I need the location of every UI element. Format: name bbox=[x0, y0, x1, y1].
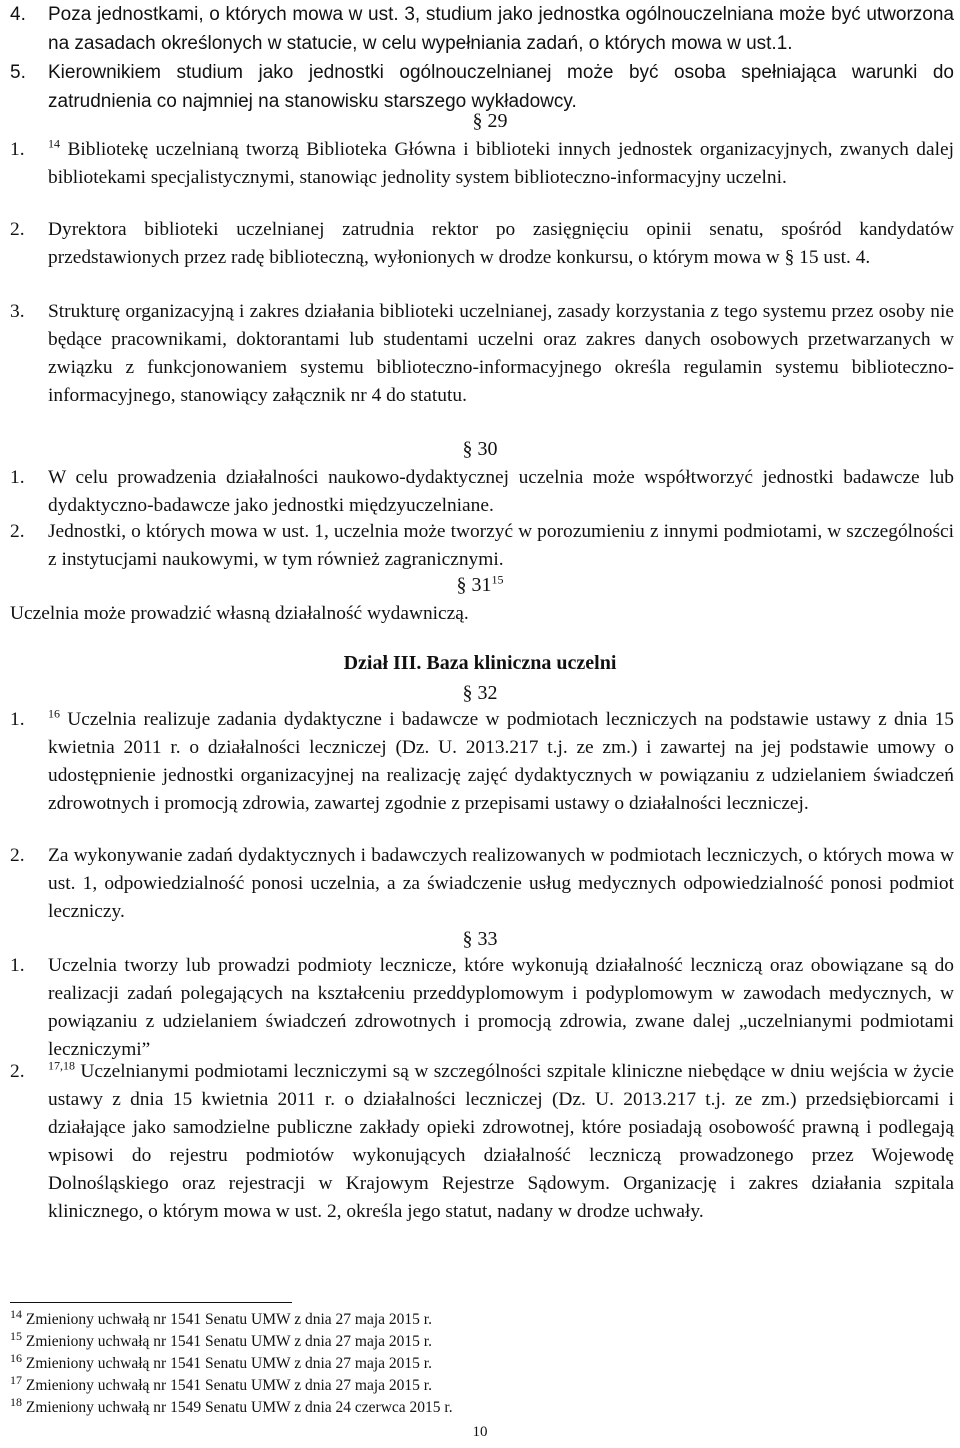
footnote: $^{14}$ Zmieniony uchwałą nr 1541 Senatu UMW z dnia 27 maja 2015 r. bbox=[10, 1306, 432, 1328]
footnote-ref: 17,18 bbox=[48, 1058, 75, 1073]
section-heading-29: § 29 bbox=[472, 110, 508, 132]
paragraph-item bbox=[10, 464, 954, 520]
item-text: Poza jednostkami, o których mowa w ust. 3, studium jako jednostka ogólnouczelniana może być utworzona na zasadach określonych w statucie, w celu wypełniania zadań, o których mowa w ust.1. bbox=[48, 4, 954, 54]
footnote-ref: 15 bbox=[491, 572, 504, 587]
item-number: 5. bbox=[10, 62, 26, 83]
section-heading-30: § 30 bbox=[462, 438, 498, 460]
footnote-ref: 16 bbox=[48, 706, 60, 721]
paragraph-item bbox=[10, 136, 954, 192]
item-text: $^{17,18}$ Uczelnianymi podmiotami leczniczymi są w szczególności szpitale kliniczne niebędące w dniu wejścia w życie ustawy z dnia 15 kwietnia 2011 r. o działalności leczniczej (Dz. U. 2013.217 t.j. ze zm.) przedsiębiorcami i działające jako samodzielne publiczne zakłady opieki zdrowotnej, które posiadają osobowość prawną i podlegają wpisowi do rejestru podmiotów wykonujących działalność leczniczą prowadzonego przez Wojewodę Dolnośląskiego oraz rejestracji w Krajowym Rejestrze Sądowym. Organizację i zakres działania szpitala klinicznego, o którym mowa w ust. 2, określa jego statut, nadany w drodze uchwały. bbox=[48, 1058, 954, 1222]
paragraph-item bbox=[10, 0, 954, 58]
item-number: 2. bbox=[10, 521, 25, 542]
item-number: 2. bbox=[10, 219, 25, 240]
footnote: $^{16}$ Zmieniony uchwałą nr 1541 Senatu UMW z dnia 27 maja 2015 r. bbox=[10, 1350, 432, 1372]
footnote: $^{17}$ Zmieniony uchwałą nr 1541 Senatu UMW z dnia 27 maja 2015 r. bbox=[10, 1372, 432, 1394]
section-heading-31: § $31^{15}$ bbox=[456, 572, 504, 596]
paragraph-item bbox=[10, 298, 954, 410]
item-text: Jednostki, o których mowa w ust. 1, uczelnia może tworzyć w porozumieniu z innymi podmiotami, w szczególności z instytucjami naukowymi, w tym również zagranicznymi. bbox=[48, 521, 954, 570]
item-number: 4. bbox=[10, 4, 26, 25]
footnote-ref: 14 bbox=[48, 136, 60, 151]
item-text: $^{14}$ Bibliotekę uczelnianą tworzą Biblioteka Główna i biblioteki innych jednostek organizacyjnych, zwanych dalej bibliotekami specjalistycznymi, stanowiąc jednolity system biblioteczno-informacyjny uczelni. bbox=[48, 136, 954, 188]
paragraph-item bbox=[10, 842, 954, 926]
paragraph-item bbox=[10, 952, 954, 1064]
section-heading-33: § 33 bbox=[462, 928, 498, 950]
footnote-separator bbox=[10, 1302, 292, 1303]
item-text: Za wykonywanie zadań dydaktycznych i badawczych realizowanych w podmiotach leczniczych, o których mowa w ust. 1, odpowiedzialność ponosi uczelnia, a za świadczenie usług medycznych odpowiedzialność ponosi podmiot leczniczy. bbox=[48, 845, 954, 922]
paragraph-item bbox=[10, 518, 954, 574]
item-text: Dyrektora biblioteki uczelnianej zatrudnia rektor po zasięgnięciu opinii senatu, spośród kandydatów przedstawionych przez radę biblioteczną, wyłonionych w drodze konkursu, o którym mowa w § 15 ust. 4. bbox=[48, 219, 954, 268]
item-text: $^{16}$ Uczelnia realizuje zadania dydaktyczne i badawcze w podmiotach leczniczych na podstawie ustawy z dnia 15 kwietnia 2011 r. o działalności leczniczej (Dz. U. 2013.217 t.j. ze zm.) i zawartej na jej podstawie umowy o udostępnienie jednostki organizacyjnej na realizację zajęć dydaktycznych w powiązaniu z udzielaniem świadczeń zdrowotnych i promocją zdrowia, zawartej zgodnie z przepisami ustawy o działalności leczniczej. bbox=[48, 706, 954, 814]
paragraph-item bbox=[10, 1058, 954, 1226]
page-number: 10 bbox=[472, 1424, 488, 1440]
item-number: 2. bbox=[10, 845, 25, 866]
chapter-heading: Dział III. Baza kliniczna uczelni bbox=[343, 652, 617, 674]
item-number: 1. bbox=[10, 467, 25, 488]
item-number: 2. bbox=[10, 1061, 25, 1082]
paragraph-item bbox=[10, 216, 954, 272]
item-text: W celu prowadzenia działalności naukowo-dydaktycznej uczelnia może współtworzyć jednostki badawcze lub dydaktyczno-badawcze jako jednostki międzyuczelniane. bbox=[48, 467, 954, 516]
paragraph-item bbox=[10, 706, 954, 818]
item-text: Uczelnia tworzy lub prowadzi podmioty lecznicze, które wykonują działalność leczniczą oraz obowiązane są do realizacji zadań polegających na kształceniu przeddyplomowym i podyplomowym w zawodach medycznych, w powiązaniu z udzielaniem świadczeń zdrowotnych i promocją zdrowia, zwane dalej „uczelnianymi podmiotami leczniczymi” bbox=[48, 955, 954, 1060]
paragraph-text: Uczelnia może prowadzić własną działalność wydawniczą. bbox=[10, 603, 469, 624]
item-number: 3. bbox=[10, 301, 25, 322]
item-number: 1. bbox=[10, 139, 25, 160]
item-number: 1. bbox=[10, 955, 25, 976]
footnote: $^{15}$ Zmieniony uchwałą nr 1541 Senatu UMW z dnia 27 maja 2015 r. bbox=[10, 1328, 432, 1350]
item-text: Kierownikiem studium jako jednostki ogólnouczelnianej może być osoba spełniająca warunki do zatrudnienia co najmniej na stanowisku starszego wykładowcy. bbox=[48, 62, 954, 112]
item-number: 1. bbox=[10, 709, 25, 730]
footnote: $^{18}$ Zmieniony uchwałą nr 1549 Senatu UMW z dnia 24 czerwca 2015 r. bbox=[10, 1394, 453, 1416]
section-heading-32: § 32 bbox=[462, 682, 498, 704]
item-text: Strukturę organizacyjną i zakres działania biblioteki uczelnianej, zasady korzystania z tego systemu przez osoby nie będące pracownikami, doktorantami lub studentami uczelni oraz zakres danych osobowych przetwarzanych w związku z funkcjonowaniem systemu biblioteczno-informacyjnego określa regulamin systemu biblioteczno-informacyjnego, stanowiący załącznik nr 4 do statutu. bbox=[48, 301, 954, 406]
